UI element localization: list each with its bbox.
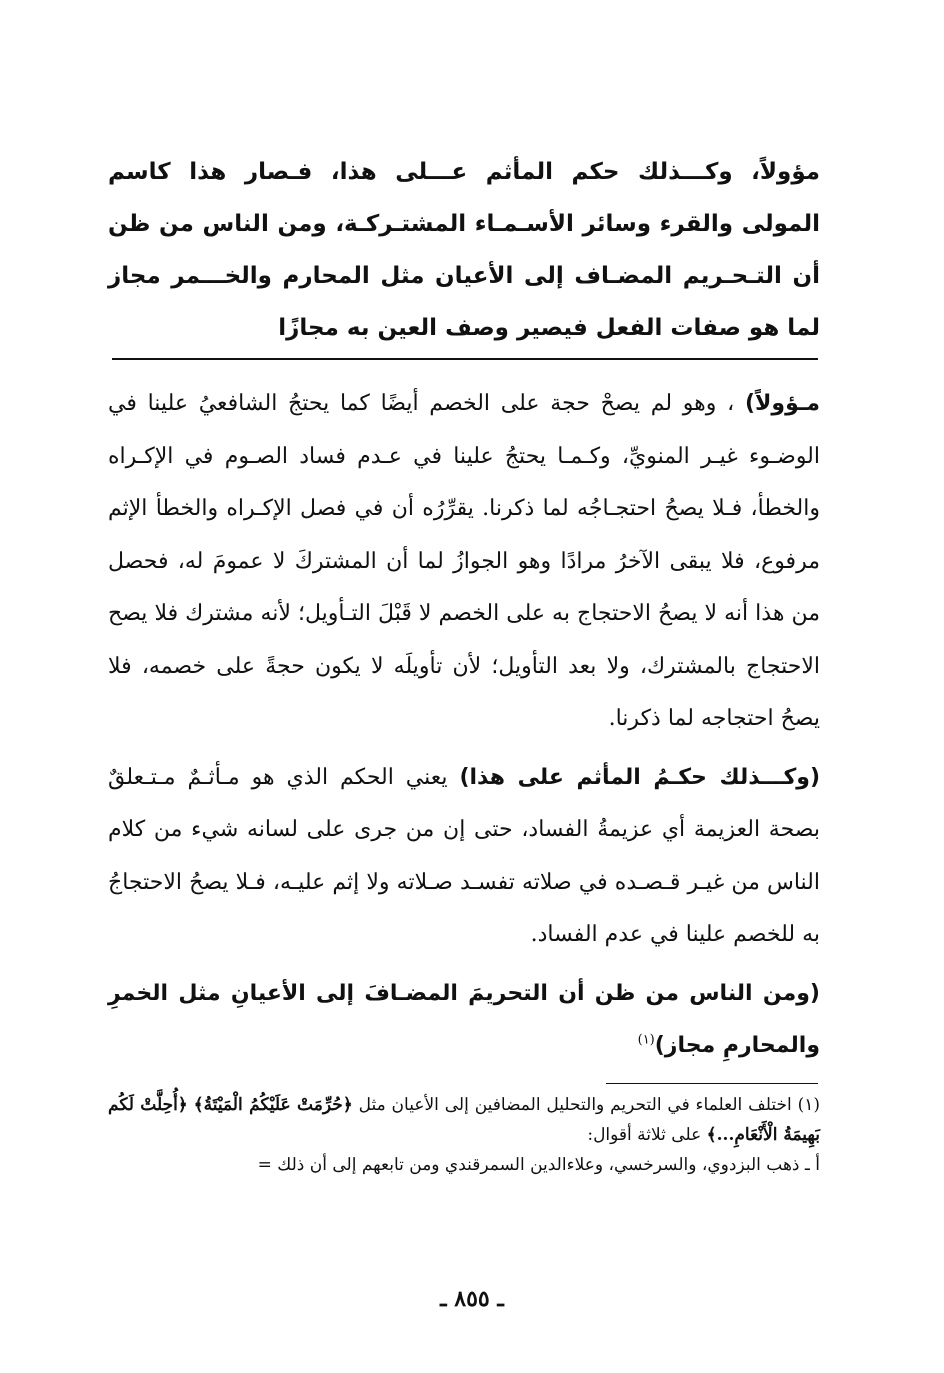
commentary-body: يعني الحكم الذي هو مـأثـمٌ مـتـعلقٌ بصحة العزيمة أي عزيمةُ الفساد، حتى إن من جرى على لسانه شيء من كلام الناس من غيـر قـصـده في صلاته تفسـد صـلاته ولا إثم عليـه، فـلا يصحُ الاحتجاجُ به للخصم علينا في عدم الفساد.: [108, 764, 820, 947]
commentary-lemma: مـؤولاً): [744, 391, 820, 416]
footnote-item-text: أ ـ ذهب البزدوي، والسرخسي، وعلاءالدين السمرقندي ومن تابعهم إلى أن ذلك =: [257, 1155, 820, 1175]
footnote-1: [108, 1090, 820, 1150]
commentary-lemma: (وكـــذلك حكـمُ المأثم على هذا): [459, 764, 820, 790]
matn-separator-rule: [112, 358, 818, 360]
commentary-paragraph: [108, 378, 820, 746]
quran-verse: ﴿حُرِّمَتْ عَلَيْكُمُ الْمَيْتَةُ﴾: [193, 1095, 353, 1115]
footnotes: [108, 1090, 820, 1180]
commentary-body: ، وهو لم يصحْ حجة على الخصم أيضًا كما يحتجُ الشافعيُ علينا في الوضـوء غيـر المنويِّ، وكـمـا يحتجُ علينا في عـدم فساد الصـوم في الإكـراه والخطأ، فـلا يصحُ احتجـاجُه لما ذكرنا. يقرِّرُه أن في فصل الإكـراه والخطأ الإثم مرفوع، فلا يبقى الآخرُ مرادًا وهو الجوازُ لما أن المشتركَ لا عمومَ له، فحصل من هذا أنه لا يصحُ الاحتجاج به على الخصم لا قَبْلَ التـأويل؛ لأنه مشترك فلا يصح الاحتجاج بالمشترك، ولا بعد التأويل؛ لأن تأويلَه لا يكون حجةً على خصمه، فلا يصحُ احتجاجه لما ذكرنا.: [108, 391, 820, 731]
footnote-separator-rule: [606, 1083, 818, 1084]
commentary-paragraph: [108, 752, 820, 962]
footnote-item-a: [108, 1150, 820, 1180]
page-number: ـ ٨٥٥ ـ: [440, 1286, 504, 1312]
commentary-lemma: (ومن الناس من ظن أن التحريمَ المضـافَ إلى الأعيانِ مثل الخمرِ والمحارمِ مجاز): [108, 980, 820, 1058]
quran-verse: ﴿أُحِلَّتْ لَكُم بَهِيمَةُ الْأَنْعَامِ...﴾: [108, 1095, 820, 1145]
commentary-paragraph: [108, 968, 820, 1073]
footnote-reference[interactable]: (١): [637, 1032, 655, 1048]
matn-text: [108, 146, 820, 354]
footnote-tail: على ثلاثة أقوال:: [587, 1125, 702, 1145]
matn-paragraph: مؤولاً، وكـــذلك حكم المأثم عـــلى هذا، فـصار هذا كاسم المولى والقرء وسائر الأسـمـاء المشتـركـة، ومن الناس من ظن أن التـحـريم المضـاف إلى الأعيان مثل المحارم والخـــمر مجاز لما هو صفات الفعل فيصير وصف العين به مجازًا: [108, 159, 820, 341]
footnote-intro: (١) اختلف العلماء في التحريم والتحليل المضافين إلى الأعيان مثل: [358, 1095, 820, 1115]
commentary-text: [108, 378, 820, 1079]
